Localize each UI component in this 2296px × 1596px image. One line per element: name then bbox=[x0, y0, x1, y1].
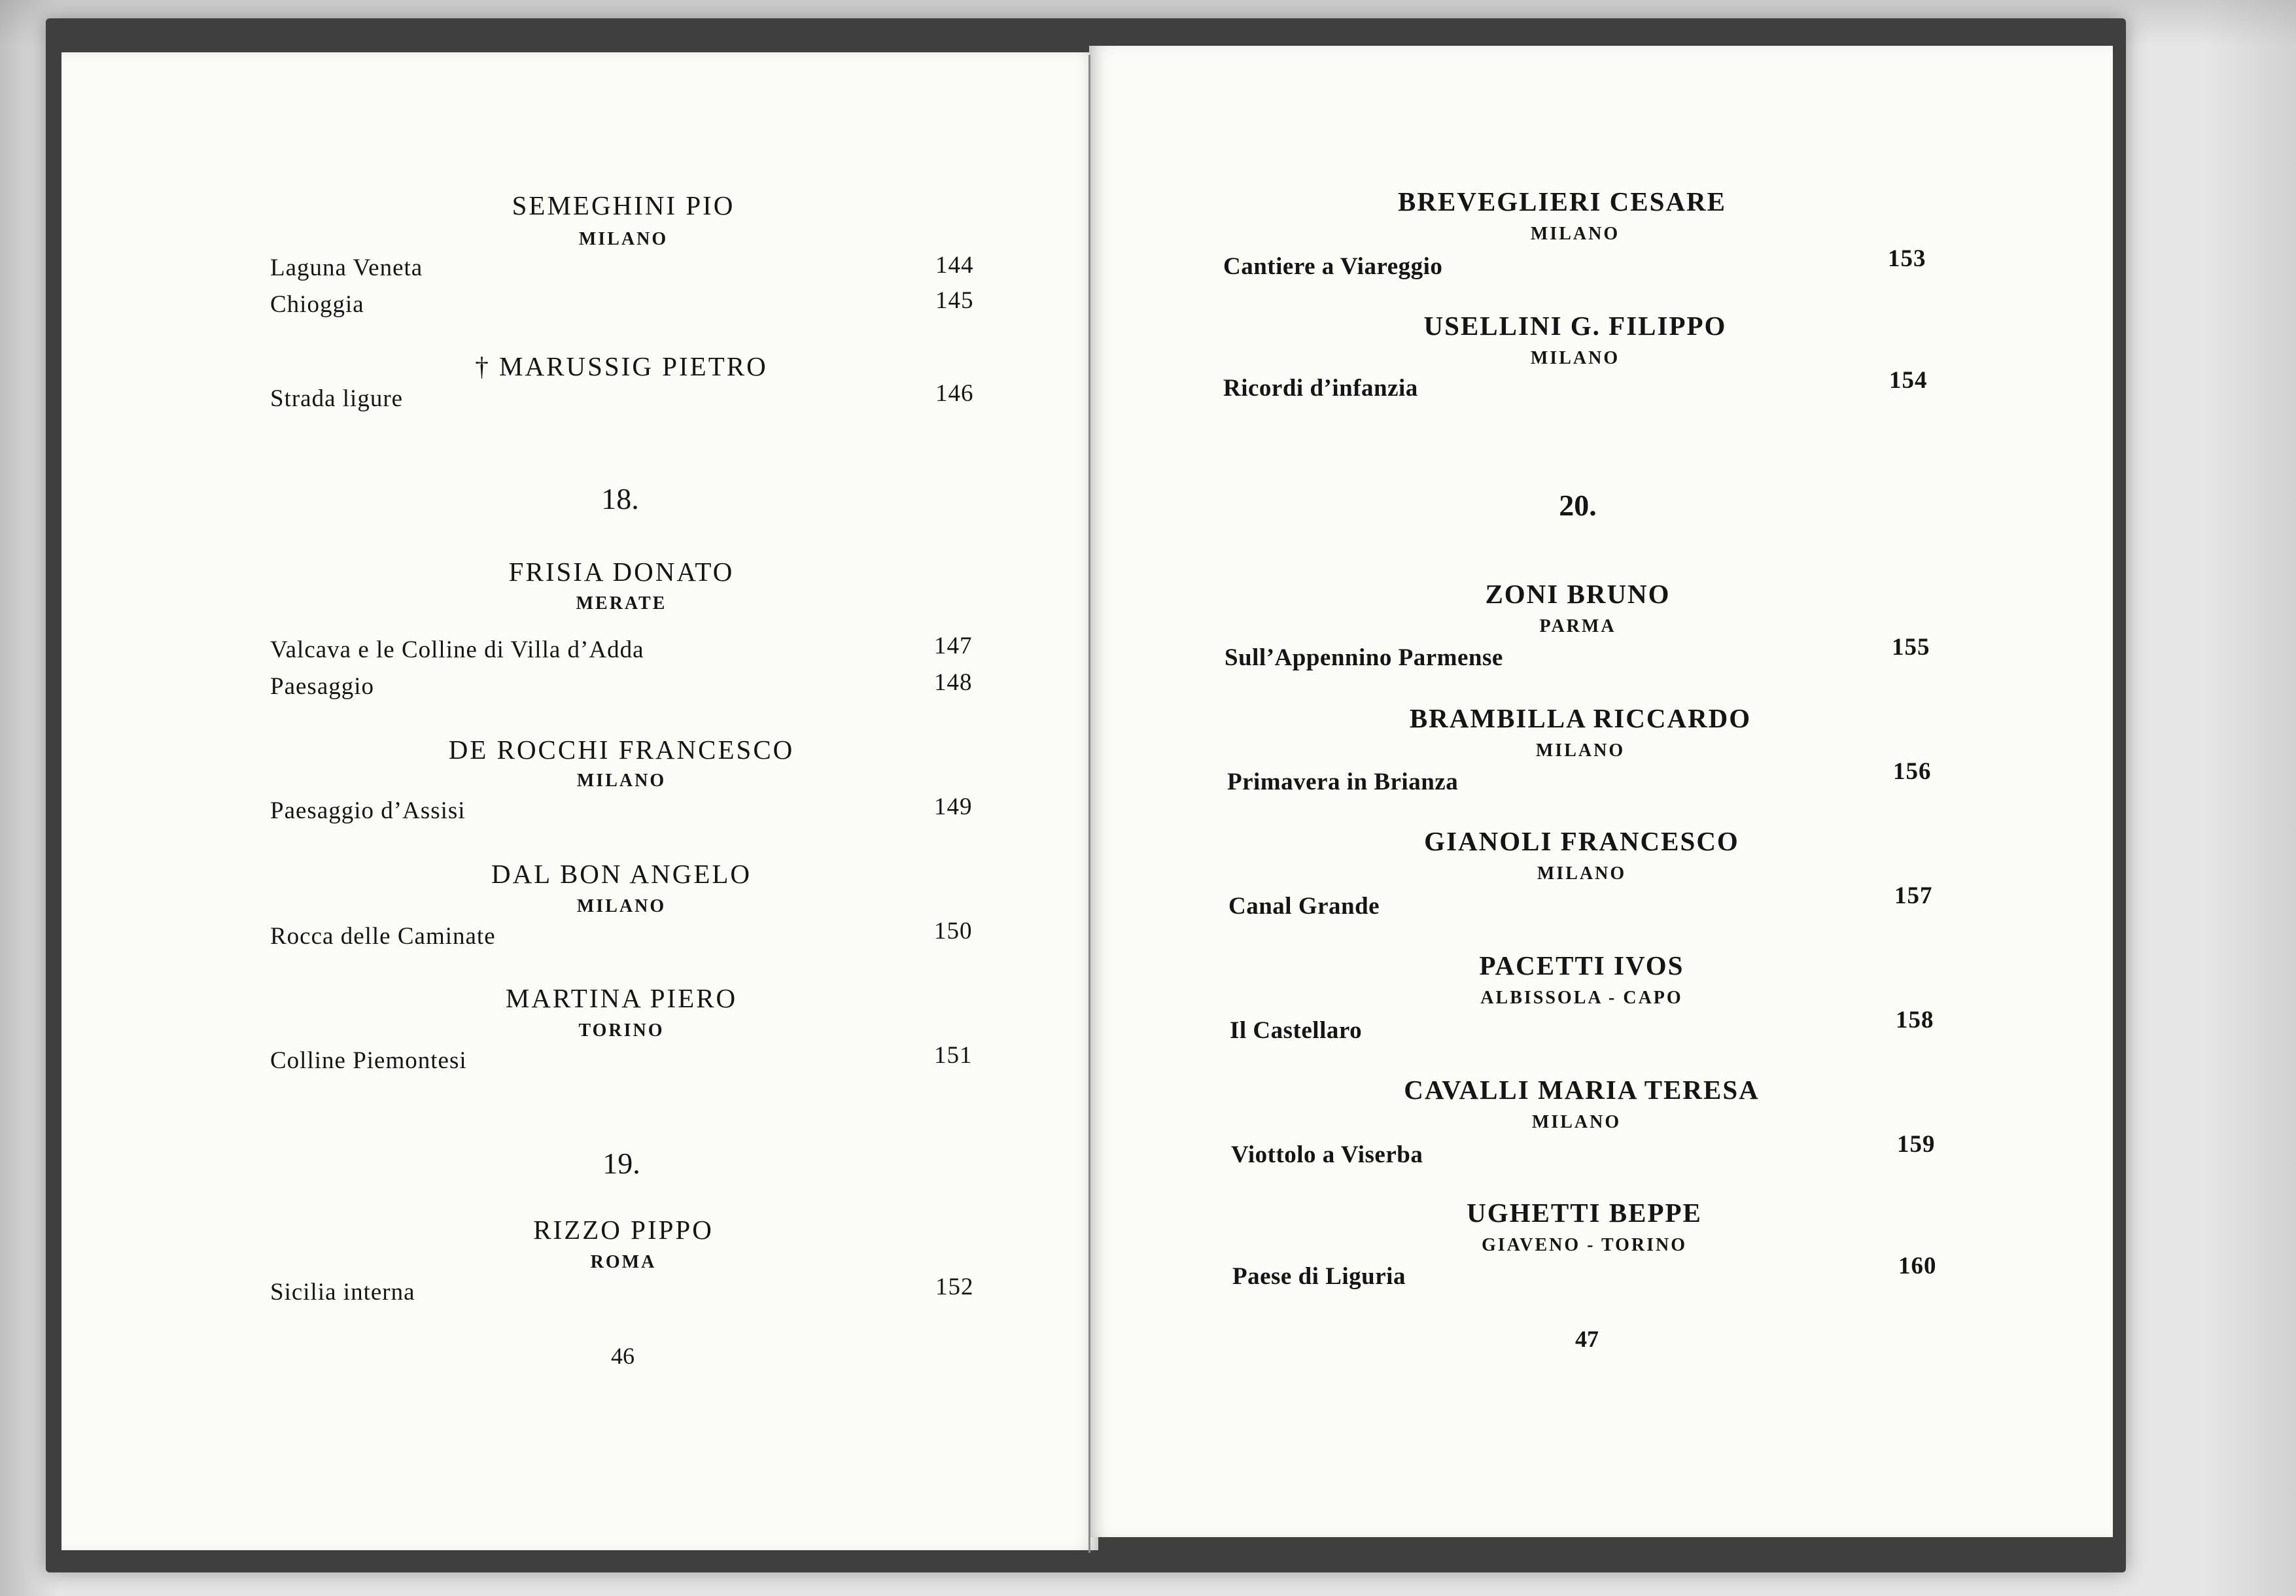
artist-name: SEMEGHINI PIO bbox=[512, 190, 735, 220]
artist-name: MARTINA PIERO bbox=[505, 983, 738, 1013]
artist-name: RIZZO PIPPO bbox=[533, 1215, 714, 1245]
artist-city: MILANO bbox=[576, 771, 667, 791]
page-number: 46 bbox=[611, 1343, 635, 1369]
artist-city: GIAVENO - TORINO bbox=[1481, 1235, 1688, 1255]
catalog-number: 145 bbox=[935, 287, 974, 314]
artist-city: MERATE bbox=[576, 593, 667, 614]
artist-city: ALBISSOLA - CAPO bbox=[1480, 988, 1683, 1008]
catalog-number: 149 bbox=[934, 793, 973, 820]
artist-name: ZONI BRUNO bbox=[1485, 579, 1671, 609]
work-title: Sicilia interna bbox=[270, 1279, 415, 1306]
catalog-number: 160 bbox=[1898, 1253, 1937, 1279]
work-title: Sull’Appennino Parmense bbox=[1225, 644, 1503, 671]
artist-name: FRISIA DONATO bbox=[508, 557, 735, 587]
artist-city: MILANO bbox=[578, 229, 669, 249]
section-number: 20. bbox=[1559, 489, 1597, 522]
artist-city: ROMA bbox=[590, 1252, 657, 1272]
catalog-number: 147 bbox=[934, 633, 973, 659]
work-title: Cantiere a Viareggio bbox=[1223, 253, 1443, 280]
work-title: Rocca delle Caminate bbox=[270, 923, 496, 950]
catalog-number: 158 bbox=[1896, 1007, 1934, 1033]
catalog-number: 152 bbox=[935, 1274, 974, 1300]
artist-name: GIANOLI FRANCESCO bbox=[1424, 826, 1739, 856]
artist-city: TORINO bbox=[578, 1020, 665, 1041]
work-title: Colline Piemontesi bbox=[270, 1047, 467, 1074]
catalog-number: 155 bbox=[1892, 634, 1930, 661]
artist-city: MILANO bbox=[1530, 348, 1620, 368]
work-title: Laguna Veneta bbox=[270, 254, 423, 281]
artist-city: MILANO bbox=[1530, 224, 1620, 244]
work-title: Paese di Liguria bbox=[1232, 1263, 1406, 1290]
catalog-number: 151 bbox=[934, 1042, 973, 1069]
artist-city: MILANO bbox=[576, 896, 667, 916]
catalog-number: 146 bbox=[935, 380, 974, 407]
work-title: Strada ligure bbox=[270, 385, 404, 412]
artist-name: BRAMBILLA RICCARDO bbox=[1409, 703, 1752, 733]
artist-name: DAL BON ANGELO bbox=[491, 859, 752, 889]
work-title: Canal Grande bbox=[1228, 893, 1380, 920]
catalog-number: 157 bbox=[1894, 882, 1933, 909]
catalog-number: 150 bbox=[934, 918, 973, 945]
work-title: Paesaggio bbox=[270, 673, 375, 700]
work-title: Chioggia bbox=[270, 291, 364, 318]
work-title: Paesaggio d’Assisi bbox=[270, 797, 466, 824]
artist-city: MILANO bbox=[1531, 1112, 1622, 1132]
catalog-number: 159 bbox=[1897, 1131, 1936, 1158]
work-title: Ricordi d’infanzia bbox=[1223, 375, 1418, 402]
section-number: 19. bbox=[602, 1147, 640, 1180]
artist-name: UGHETTI BEPPE bbox=[1467, 1198, 1702, 1228]
catalog-number: 153 bbox=[1888, 245, 1926, 272]
catalog-number: 154 bbox=[1889, 367, 1928, 394]
artist-city: MILANO bbox=[1537, 863, 1627, 884]
work-title: Primavera in Brianza bbox=[1227, 769, 1459, 795]
book-spine bbox=[1088, 55, 1090, 1553]
artist-city: PARMA bbox=[1539, 616, 1616, 636]
artist-city: MILANO bbox=[1535, 740, 1626, 761]
catalog-number: 148 bbox=[934, 669, 973, 696]
artist-name: PACETTI IVOS bbox=[1479, 950, 1684, 980]
page-number: 47 bbox=[1575, 1326, 1599, 1352]
work-title: Il Castellaro bbox=[1230, 1017, 1363, 1044]
artist-name: CAVALLI MARIA TERESA bbox=[1404, 1075, 1760, 1105]
section-number: 18. bbox=[601, 482, 639, 515]
artist-name: † MARUSSIG PIETRO bbox=[475, 351, 768, 381]
catalog-number: 156 bbox=[1893, 758, 1932, 785]
artist-name: BREVEGLIERI CESARE bbox=[1398, 186, 1726, 217]
work-title: Valcava e le Colline di Villa d’Adda bbox=[270, 636, 644, 663]
artist-name: DE ROCCHI FRANCESCO bbox=[448, 735, 795, 765]
catalog-number: 144 bbox=[935, 252, 974, 279]
work-title: Viottolo a Viserba bbox=[1231, 1141, 1423, 1168]
artist-name: USELLINI G. FILIPPO bbox=[1423, 311, 1727, 341]
